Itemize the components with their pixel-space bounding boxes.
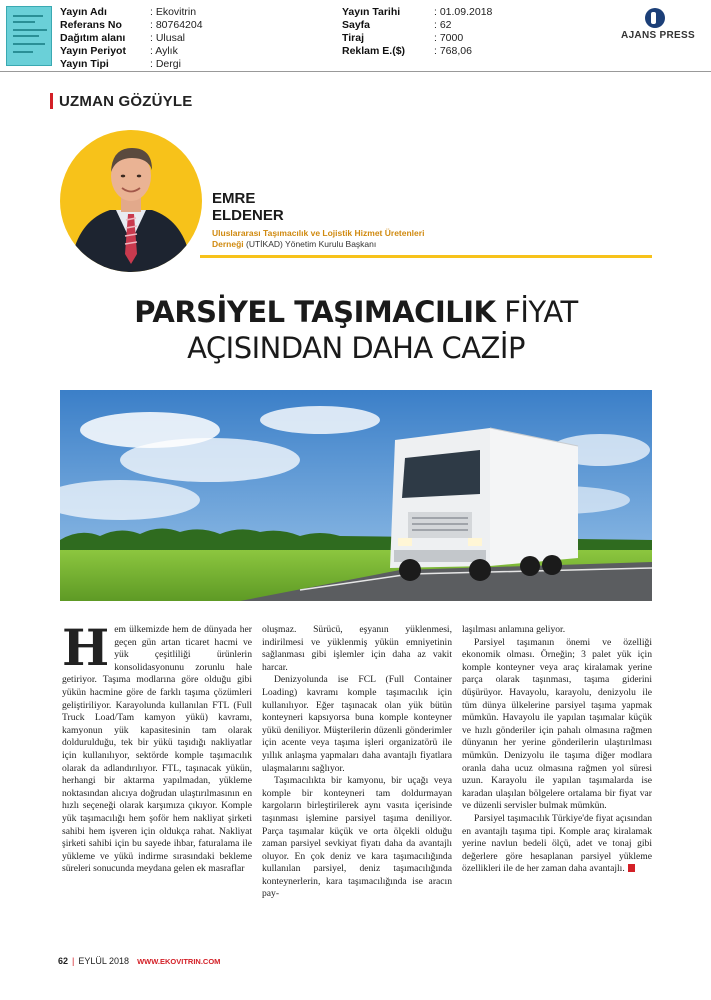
author-name: [212, 190, 284, 224]
publication-thumbnail: [6, 6, 52, 66]
body-paragraph: Hem ülkemizde hem de dünyada her geçen gün artan ticaret hacmi ve yük çeşitliliği ürünlerin konsolidasyonunu zorunlu hale getiriyor. Taşıma modlarına göre olduğu gibi yükün hacmine göre de farklı taşıma çözümleri geliştiriliyor. Karayolunda kullanılan FTL (Full Truck Load/Tam kamyon yükü) kavramı, kamyonun yük kapasitesinin tam olarak doldurulduğu, tek bir yükü taşıdığı nakliyatlar için kullanılıyor, sektörde komple taşımacılık olarak da adlandırılıyor. FTL, taşınacak yükün, herhangi bir aktarma yapılmadan, yükleme noktasından alıcıya doğrudan ulaştırılmasının en hızlı seçeneği olarak karşımıza çıkıyor. Komple yük taşımacılığı hem şoför hem nakliyat şirketi sahibi hem işveren için oldukça rahat. Nakliyat şirketi sahibi için bu sayede ihbar, faturalama ile yükleme ve yükü indirme sırasındaki bekleme süreleri sonucunda meydana gelen ek masraflar: [62, 618, 252, 875]
clipping-header: [0, 0, 711, 72]
footer-separator: |: [72, 956, 75, 966]
article-body: [62, 618, 652, 944]
magazine-url: WWW.EKOVITRIN.COM: [137, 956, 221, 966]
author-role: [212, 228, 432, 250]
body-paragraph: Denizyolunda ise FCL (Full Container Loading) kavramı komple taşımacılık için kullanılıyor. Eğer taşınacak olan yük bütün konteyneri kapsıyorsa buna komple konteyner yükü deniliyor. Müşterilerin düzenli gönderimler için acente veya taşıma işleri organizatörü ile yıllık anlaşma yapmaları daha avantajlı fiyatlara ulaşmalarını sağlıyor.: [262, 674, 452, 774]
clipping-meta-left: [60, 6, 203, 71]
body-column-3: [462, 624, 652, 944]
meta-row-reklam: Reklam E.($) : 768,06: [342, 45, 472, 57]
meta-row-yayin-adi: Yayın Adı : Ekovitrin: [60, 6, 197, 18]
author-portrait-icon: [60, 130, 202, 272]
meta-row-tarih: Yayın Tarihi : 01.09.2018: [342, 6, 493, 18]
hero-image-truck: [60, 390, 652, 601]
meta-row-tiraj: Tiraj : 7000: [342, 32, 464, 44]
section-title: UZMAN GÖZÜYLE: [59, 92, 193, 110]
clipping-meta-right: [342, 6, 492, 58]
agency-name: AJANS PRESS: [621, 30, 695, 41]
author-first-name: EMRE: [212, 190, 256, 207]
body-column-2: [262, 624, 452, 944]
headline-line-2: AÇISINDAN DAHA CAZİP: [187, 331, 525, 365]
meta-row-sayfa: Sayfa : 62: [342, 19, 452, 31]
body-paragraph: oluşmaz. Sürücü, eşyanın yüklenmesi, indirilmesi ve yüklenmiş yükün emniyetinin sağlanması gibi işlemler için daha az vakit harcar.: [262, 624, 452, 673]
body-paragraph: Parsiyel taşımanın önemi ve özelliği ekonomik olması. Örneğin; 3 palet yük için komple konteyner veya araç kiralamak yerine parça olarak taşınması, taşıma giderini düşürüyor. Havayolu, karayolu, denizyolu ile tüm dünya ülkelerine parsiyel taşıma yapmak mümkün. Havayolu ile yapılan taşımalar küçük ve hızlı gönderiler için pahalı olmasına rağmen dünyanın her yerine gönderilerin ulaştırılması mümkün. Denizyolu ile taşıma diğer modlara oranla daha ucuz olmasına rağmen yol süresi uzun. Karayolu ile yapılan taşımalarda ise karadan ulaşılan bölgelere ortalama bir fiyat var ve düzenli servisler bulmak mümkün.: [462, 636, 652, 812]
author-divider: [200, 255, 652, 258]
author-photo: [60, 130, 202, 272]
body-paragraph: Taşımacılıkta bir kamyonu, bir uçağı veya komple bir konteyneri tam doldurmayan kargoların birleştirilerek aynı vasıta içerisinde taşınması işlemine parsiyel taşıma deniliyor. Parça taşımalar küçük ve orta ölçekli olduğu zaman parsiyel sevkiyat fiyatı daha da avantajlı oluyor. En çok deniz ve kara taşımacılığında kullanılan parsiyel, deniz taşımacılığında konteynerlerin, kara taşımacılığında ise aracın pay-: [262, 775, 452, 900]
author-last-name: ELDENER: [212, 207, 284, 224]
meta-row-referans: Referans No : 80764204: [60, 19, 203, 31]
headline-line-1: PARSİYEL TAŞIMACILIK FİYAT: [134, 295, 578, 329]
meta-row-periyot: Yayın Periyot : Aylık: [60, 45, 178, 57]
agency-logo: [615, 8, 701, 48]
meta-row-tip: Yayın Tipi : Dergi: [60, 58, 181, 70]
page-footer: [58, 956, 220, 966]
body-paragraph: Parsiyel taşımacılık Türkiye'de fiyat açısından en avantajlı taşıma tipi. Komple araç kiralamak yerine navlun bedeli ölçü, adet ve tonaj gibi değerlere göre hesaplanan parsiyel yükleme özellikleri ile de her zaman daha avantajlı.: [462, 812, 652, 875]
agency-logo-icon: [645, 8, 665, 28]
body-column-1: [62, 618, 252, 944]
issue-date: EYLÜL 2018: [78, 956, 130, 966]
truck-photo-icon: [60, 390, 652, 601]
body-paragraph: laşılması anlamına geliyor.: [462, 624, 566, 635]
meta-row-dagitim: Dağıtım alanı : Ulusal: [60, 32, 186, 44]
section-label: [50, 92, 192, 110]
article-end-icon: [628, 864, 635, 872]
dropcap: H: [62, 618, 110, 677]
article-headline: [40, 294, 672, 366]
section-bar: [50, 93, 53, 109]
author-organization: Uluslararası Taşımacılık ve Lojistik Hizmet Üretenleri Derneği: [212, 228, 425, 249]
page-number: 62: [58, 956, 69, 966]
author-position: (UTİKAD) Yönetim Kurulu Başkanı: [243, 239, 377, 249]
